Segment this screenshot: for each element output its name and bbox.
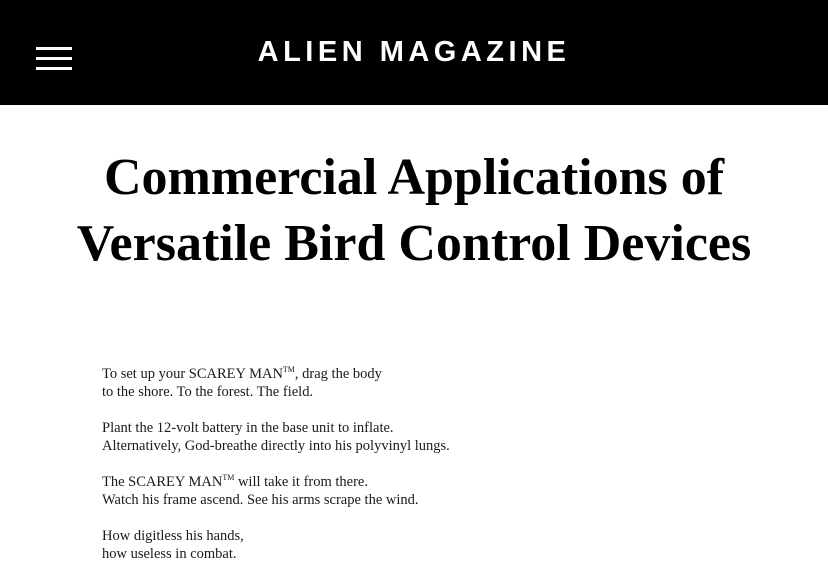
poem-body — [102, 365, 828, 563]
article — [0, 105, 828, 563]
poem-stanza-1 — [102, 365, 828, 401]
poem-stanza-2 — [102, 419, 828, 455]
poem-line: How digitless his hands, — [102, 528, 244, 544]
poem-line-text: , drag the body — [294, 366, 382, 382]
poem-line: to the shore. To the forest. The field. — [102, 384, 314, 400]
article-title-line-2: Versatile Bird Control Devices — [76, 215, 752, 272]
article-title-line-1: Commercial Applications of — [103, 149, 725, 206]
poem-line-text: will take it from there. — [234, 474, 368, 490]
article-title — [0, 105, 828, 277]
poem-line-text: The SCAREY MAN — [102, 474, 223, 490]
poem-line — [102, 473, 828, 491]
site-header — [0, 0, 828, 105]
poem-line: Plant the 12-volt battery in the base unit to inflate. — [102, 420, 394, 436]
trademark-symbol: TM — [222, 473, 235, 482]
poem-line — [102, 365, 828, 383]
site-logo-link[interactable]: ALIEN MAGAZINE — [257, 36, 571, 68]
trademark-symbol: TM — [282, 365, 295, 374]
poem-line: Watch his frame ascend. See his arms scrape the wind. — [102, 492, 419, 508]
poem-stanza-4 — [102, 527, 828, 563]
poem-line: Alternatively, God-breathe directly into his polyvinyl lungs. — [102, 438, 450, 454]
poem-stanza-3 — [102, 473, 828, 509]
poem-line: how useless in combat. — [102, 546, 237, 562]
poem-line-text: To set up your SCAREY MAN — [102, 366, 283, 382]
